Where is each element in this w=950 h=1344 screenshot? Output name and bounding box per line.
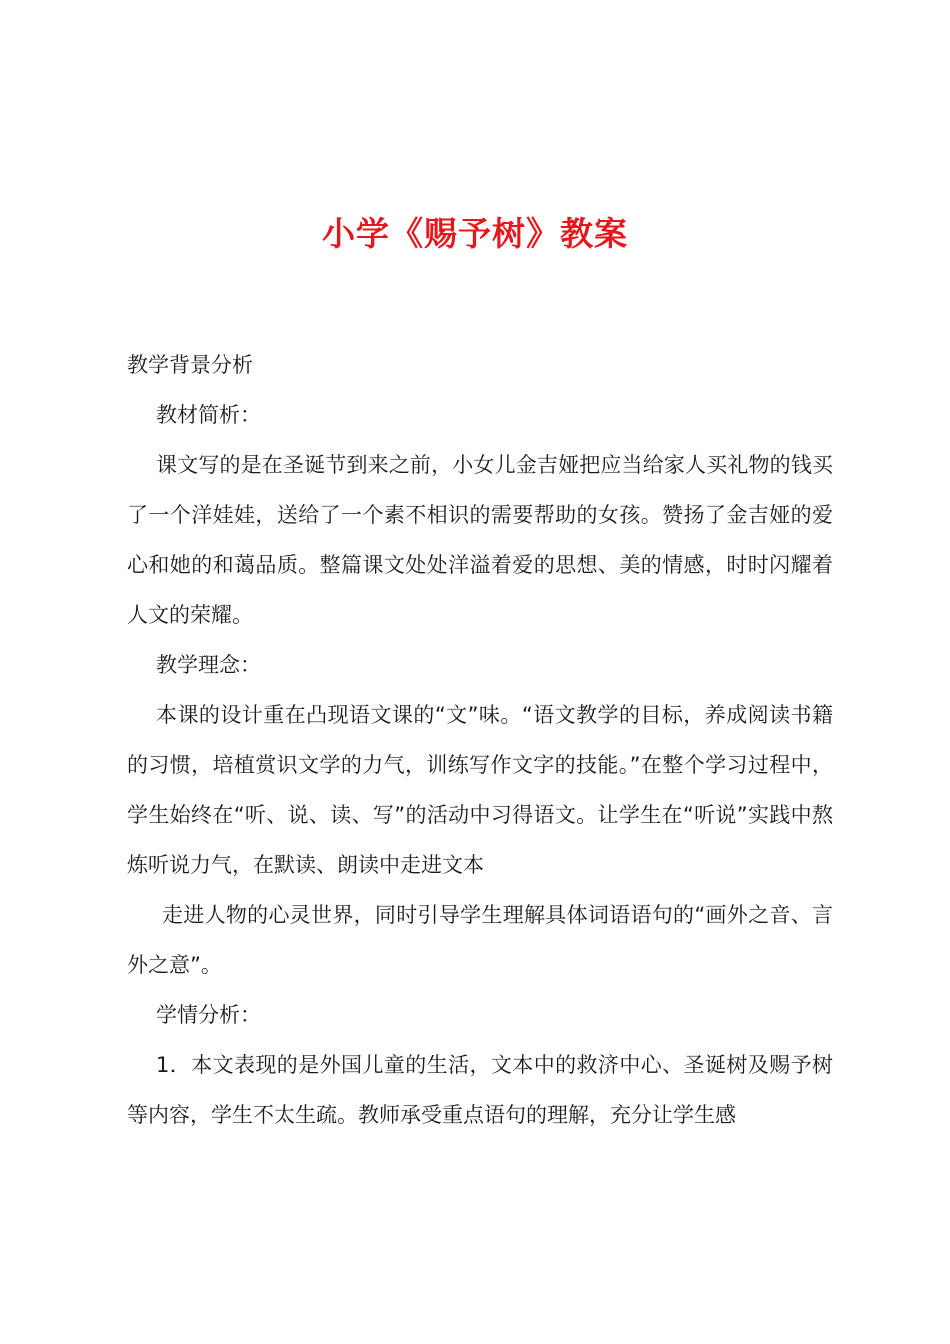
paragraph-student-analysis-1: 1．本文表现的是外国儿童的生活，文本中的救济中心、圣诞树及赐予树等内容，学生不太生疏。教师承受重点语句的理解，充分让学生感 [127,1053,833,1127]
subheading-material-analysis: 教材简析： [156,403,261,427]
subheading-teaching-concept: 教学理念： [156,653,261,677]
subheading-student-analysis: 学情分析： [156,1003,261,1027]
document-title: 小学《赐予树》教案 [322,214,628,253]
paragraph-character-world: 走进人物的心灵世界，同时引导学生理解具体词语语句的“画外之音、言外之意”。 [127,903,833,977]
paragraph-teaching-concept: 本课的设计重在凸现语文课的“文”味。“语文教学的目标，养成阅读书籍的习惯，培植赏识文学的力气，训练写作文字的技能。”在整个学习过程中，学生始终在“听、说、读、写”的活动中习得语文。让学生在“听说”实践中熬炼听说力气，在默读、朗读中走进文本 [127,703,833,877]
document-body [127,340,833,1140]
paragraph-material-summary: 课文写的是在圣诞节到来之前，小女儿金吉娅把应当给家人买礼物的钱买了一个洋娃娃，送给了一个素不相识的需要帮助的女孩。赞扬了金吉娅的爱心和她的和蔼品质。整篇课文处处洋溢着爱的思想、美的情感，时时闪耀着人文的荣耀。 [127,453,833,627]
section-heading-background: 教学背景分析 [127,353,253,377]
